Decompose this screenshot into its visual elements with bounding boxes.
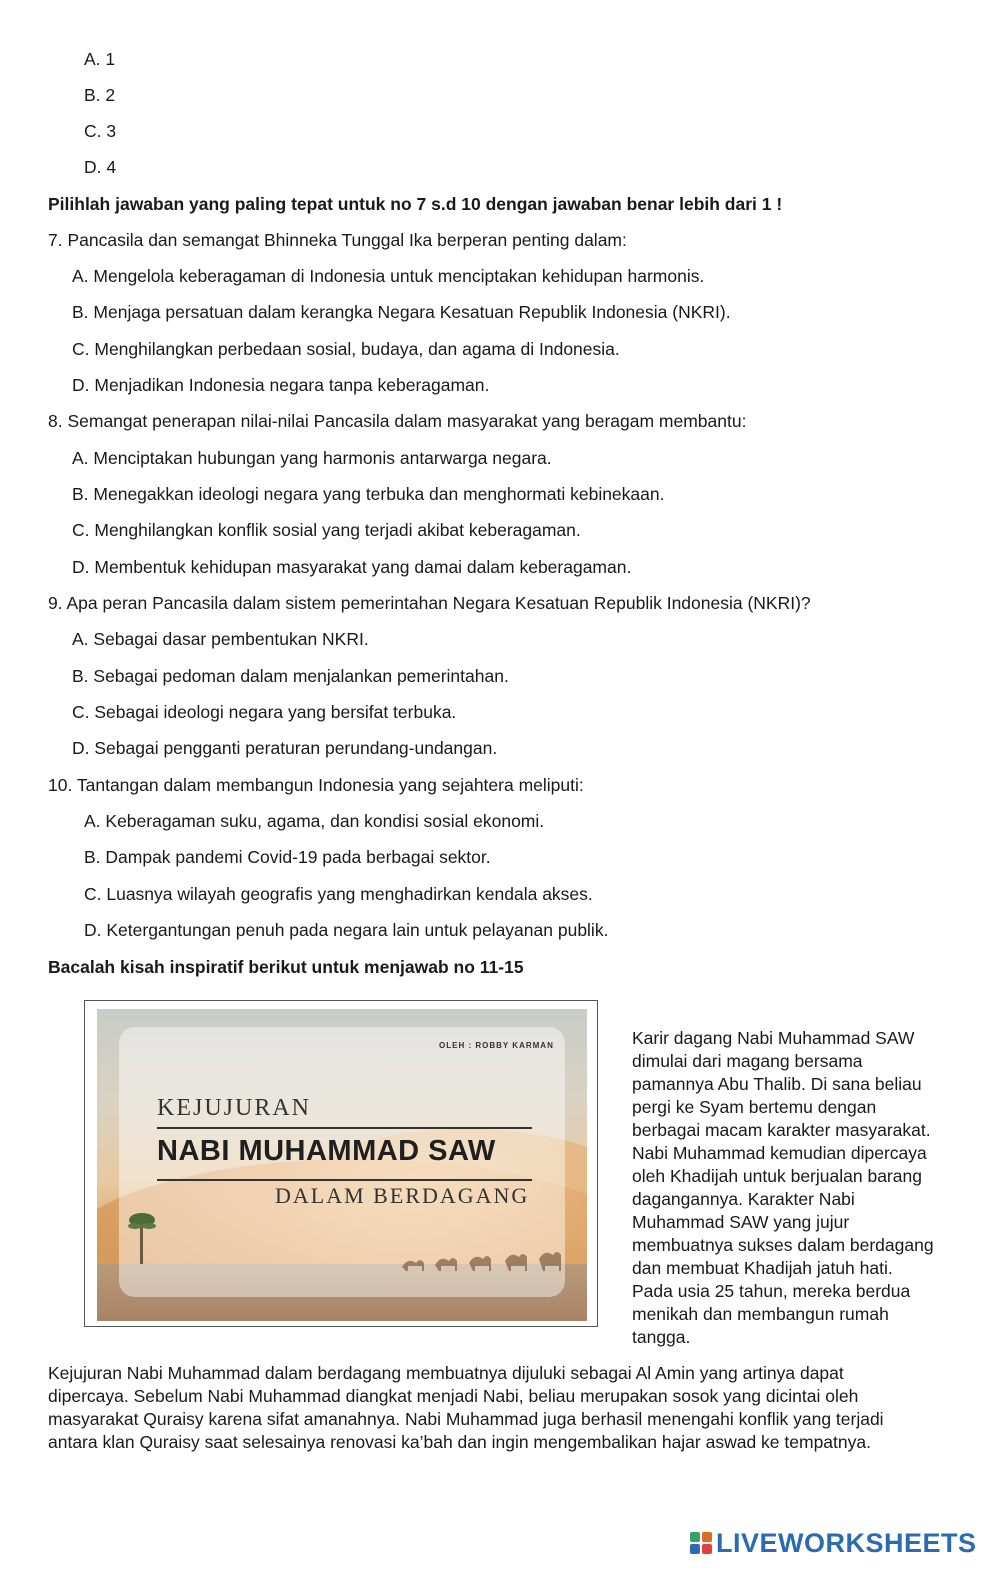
q8-option-b[interactable]: B. Menegakkan ideologi negara yang terbuka dan menghormati kebinekaan. <box>72 484 665 504</box>
q8-option-c[interactable]: C. Menghilangkan konflik sosial yang terjadi akibat keberagaman. <box>72 520 581 540</box>
q9-option-d[interactable]: D. Sebagai pengganti peraturan perundang-undangan. <box>72 738 498 758</box>
story-paragraph-line: dipercaya. Sebelum Nabi Muhammad diangkat menjadi Nabi, beliau merupakan sosok yang dicintai oleh <box>48 1386 859 1406</box>
q8-option-a[interactable]: A. Menciptakan hubungan yang harmonis antarwarga negara. <box>72 448 552 468</box>
story-side-line: dimulai dari magang bersama <box>632 1051 863 1071</box>
q7-option-d[interactable]: D. Menjadikan Indonesia negara tanpa keberagaman. <box>72 375 490 395</box>
q9-option-c[interactable]: C. Sebagai ideologi negara yang bersifat terbuka. <box>72 702 457 722</box>
liveworksheets-logo-icon <box>690 1532 712 1554</box>
story-side-line: Muhammad SAW yang jujur <box>632 1212 850 1232</box>
q7-option-c[interactable]: C. Menghilangkan perbedaan sosial, budaya, dan agama di Indonesia. <box>72 339 620 359</box>
story-side-line: Pada usia 25 tahun, mereka berdua <box>632 1281 911 1301</box>
story-side-line: dagangannya. Karakter Nabi <box>632 1189 855 1209</box>
q6-option-c[interactable]: C. 3 <box>84 121 117 141</box>
story-side-line: Karir dagang Nabi Muhammad SAW <box>632 1028 915 1048</box>
q8-option-d[interactable]: D. Membentuk kehidupan masyarakat yang damai dalam keberagaman. <box>72 557 632 577</box>
q9-option-a[interactable]: A. Sebagai dasar pembentukan NKRI. <box>72 629 369 649</box>
story-side-line: berbagai macam karakter masyarakat. <box>632 1120 931 1140</box>
q8-text: 8. Semangat penerapan nilai-nilai Pancasila dalam masyarakat yang beragam membantu: <box>48 411 747 431</box>
story-side-line: membuatnya sukses dalam berdagang <box>632 1235 934 1255</box>
q7-text: 7. Pancasila dan semangat Bhinneka Tunggal Ika berperan penting dalam: <box>48 230 627 250</box>
story-side-line: pergi ke Syam bertemu dengan <box>632 1097 877 1117</box>
poster-title-line1: KEJUJURAN <box>157 1095 312 1121</box>
poster-title-line2: NABI MUHAMMAD SAW <box>157 1135 496 1167</box>
q7-option-b[interactable]: B. Menjaga persatuan dalam kerangka Negara Kesatuan Republik Indonesia (NKRI). <box>72 302 731 322</box>
story-side-line: dan membuat Khadijah jatuh hati. <box>632 1258 893 1278</box>
q10-option-d[interactable]: D. Ketergantungan penuh pada negara lain untuk pelayanan publik. <box>84 920 609 940</box>
q9-option-b[interactable]: B. Sebagai pedoman dalam menjalankan pemerintahan. <box>72 666 509 686</box>
poster-title-line3: DALAM BERDAGANG <box>275 1183 530 1208</box>
story-image-frame <box>84 1000 598 1327</box>
logo-text: LIVEWORKSHEETS <box>716 1527 977 1558</box>
story-paragraph-line: masyarakat Quraisy karena sifat amanahnya. Nabi Muhammad juga berhasil menengahi konflik yang terjadi <box>48 1409 884 1429</box>
story-side-line: Nabi Muhammad kemudian dipercaya <box>632 1143 927 1163</box>
instruction-7-10: Pilihlah jawaban yang paling tepat untuk no 7 s.d 10 dengan jawaban benar lebih dari 1 ! <box>48 194 783 214</box>
poster-author: OLEH : ROBBY KARMAN <box>439 1041 554 1050</box>
q10-option-c[interactable]: C. Luasnya wilayah geografis yang menghadirkan kendala akses. <box>84 884 593 904</box>
story-side-line: pamannya Abu Thalib. Di sana beliau <box>632 1074 922 1094</box>
liveworksheets-logo[interactable] <box>690 1525 977 1561</box>
q7-option-a[interactable]: A. Mengelola keberagaman di Indonesia untuk menciptakan kehidupan harmonis. <box>72 266 705 286</box>
q10-option-b[interactable]: B. Dampak pandemi Covid-19 pada berbagai sektor. <box>84 847 491 867</box>
q10-option-a[interactable]: A. Keberagaman suku, agama, dan kondisi sosial ekonomi. <box>84 811 545 831</box>
q6-option-b[interactable]: B. 2 <box>84 85 116 105</box>
story-side-line: tangga. <box>632 1327 691 1347</box>
q9-text: 9. Apa peran Pancasila dalam sistem pemerintahan Negara Kesatuan Republik Indonesia (NKRI)? <box>48 593 811 613</box>
poster-image <box>97 1009 587 1321</box>
instruction-11-15: Bacalah kisah inspiratif berikut untuk menjawab no 11-15 <box>48 957 524 977</box>
q10-text: 10. Tantangan dalam membangun Indonesia yang sejahtera meliputi: <box>48 775 584 795</box>
camel-caravan-icon <box>397 1245 577 1275</box>
story-paragraph-line: antara klan Quraisy saat selesainya renovasi ka’bah dan ingin mengembalikan hajar aswad ke tempatnya. <box>48 1432 871 1452</box>
q6-option-a[interactable]: A. 1 <box>84 49 116 69</box>
palm-tree-icon <box>127 1204 157 1264</box>
story-side-line: menikah dan membangun rumah <box>632 1304 889 1324</box>
story-paragraph-line: Kejujuran Nabi Muhammad dalam berdagang membuatnya dijuluki sebagai Al Amin yang artinya dapat <box>48 1363 844 1383</box>
story-side-line: oleh Khadijah untuk berjualan barang <box>632 1166 922 1186</box>
q6-option-d[interactable]: D. 4 <box>84 157 117 177</box>
